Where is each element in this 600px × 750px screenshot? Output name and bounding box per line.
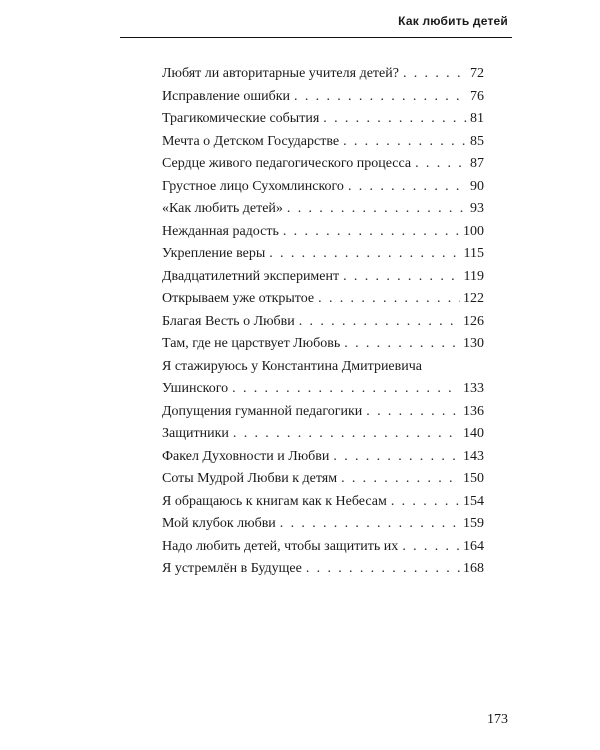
- toc-dot-leader: [283, 221, 460, 244]
- toc-entry-page: 115: [463, 246, 484, 261]
- toc-entry-title: Любят ли авторитарные учителя детей?: [162, 66, 399, 81]
- toc-entry-page: 93: [470, 201, 484, 216]
- toc-entry: [162, 468, 484, 491]
- toc-entry: [162, 333, 484, 356]
- toc-entry: [162, 401, 484, 424]
- toc-entry-page: 164: [463, 538, 484, 554]
- toc-dot-leader: [318, 288, 460, 311]
- toc-dot-leader: [232, 378, 460, 401]
- toc-dot-leader: [333, 446, 460, 469]
- toc-entry-title: Ушинского: [162, 381, 229, 396]
- toc-entry-page: 100: [463, 223, 484, 239]
- toc-entry-title: Я стажируюсь у Константина Дмитриевича: [162, 358, 423, 374]
- toc-entry-title: Надо любить детей, чтобы защитить их: [162, 538, 399, 554]
- toc-entry: [162, 536, 484, 559]
- toc-dot-leader: [403, 63, 467, 86]
- toc-entry-page: 90: [470, 178, 484, 194]
- toc-dot-leader: [415, 153, 467, 176]
- toc-entry-page: 150: [463, 471, 484, 486]
- toc-entry-title: Трагикомические события: [162, 111, 320, 126]
- toc-entry: [162, 86, 484, 109]
- toc-entry-title: Там, где не царствует Любовь: [162, 336, 341, 351]
- toc-entry: [162, 198, 484, 221]
- toc-dot-leader: [343, 131, 467, 154]
- toc-entry-page: 81: [470, 111, 484, 126]
- toc-entry: [162, 243, 484, 266]
- toc-entry-title: Сердце живого педагогического процесса: [162, 156, 412, 171]
- toc-entry-title: Я устремлён в Будущее: [162, 561, 302, 576]
- toc-entry-page: 136: [463, 403, 484, 419]
- toc-entry-page: 122: [463, 291, 484, 306]
- toc-entry-page: 87: [470, 156, 484, 171]
- toc-entry: [162, 266, 484, 289]
- toc-entry-page: 154: [463, 493, 484, 509]
- toc-entry-title: Я обращаюсь к книгам как к Небесам: [162, 493, 387, 509]
- toc-entry-title: Нежданная радость: [162, 223, 279, 239]
- toc-entry: [162, 131, 484, 154]
- toc-entry-title: Благая Весть о Любви: [162, 313, 295, 329]
- toc-entry-page: 130: [463, 336, 484, 351]
- toc-entry: [162, 558, 484, 581]
- toc-entry: [162, 221, 484, 244]
- toc-entry-page: 140: [463, 426, 484, 441]
- toc-dot-leader: [366, 401, 460, 424]
- toc-entry-title: Защитники: [162, 426, 229, 441]
- toc-entry-title: Исправление ошибки: [162, 88, 291, 104]
- toc-dot-leader: [294, 86, 467, 109]
- toc-dot-leader: [343, 266, 460, 289]
- toc-entry-page: 72: [470, 66, 484, 81]
- toc-entry: [162, 446, 484, 469]
- toc-entry-title: Укрепление веры: [162, 246, 266, 261]
- toc-entry-title: Открываем уже открытое: [162, 291, 315, 306]
- toc-entry-page: 119: [463, 268, 484, 284]
- toc-entry: [162, 491, 484, 514]
- toc-entry-page: 76: [470, 88, 484, 104]
- toc-entry: [162, 288, 484, 311]
- toc-dot-leader: [280, 513, 460, 536]
- page-number: 173: [487, 712, 508, 727]
- toc-dot-leader: [306, 558, 460, 581]
- toc-dot-leader: [344, 333, 460, 356]
- toc-entry: [162, 423, 484, 446]
- toc-entry: [162, 378, 484, 401]
- toc-entry-page: 85: [470, 133, 484, 149]
- toc-dot-leader: [269, 243, 460, 266]
- toc-entry-page: 126: [463, 313, 484, 329]
- header-rule: [120, 37, 512, 38]
- toc-dot-leader: [323, 108, 467, 131]
- toc-entry-title: Мечта о Детском Государстве: [162, 133, 340, 149]
- toc-entry: [162, 108, 484, 131]
- toc-entry-title: Соты Мудрой Любви к детям: [162, 471, 338, 486]
- toc-entry-page: 133: [463, 381, 484, 396]
- toc-dot-leader: [402, 536, 460, 559]
- table-of-contents: [162, 63, 484, 581]
- toc-dot-leader: [348, 176, 467, 199]
- toc-entry-page: 159: [463, 516, 484, 531]
- toc-dot-leader: [391, 491, 460, 514]
- toc-entry-title: Мой клубок любви: [162, 516, 276, 531]
- toc-dot-leader: [299, 311, 460, 334]
- toc-dot-leader: [233, 423, 460, 446]
- toc-entry-page: 143: [463, 448, 484, 464]
- toc-entry-title: Грустное лицо Сухомлинского: [162, 178, 344, 194]
- toc-entry: [162, 63, 484, 86]
- toc-entry-page: 168: [463, 561, 484, 576]
- toc-entry: [162, 176, 484, 199]
- toc-entry-title: Допущения гуманной педагогики: [162, 403, 363, 419]
- toc-entry: [162, 153, 484, 176]
- toc-dot-leader: [287, 198, 467, 221]
- running-header: Как любить детей: [398, 14, 508, 28]
- toc-entry-title: Двадцатилетний эксперимент: [162, 268, 340, 284]
- toc-entry-title: «Как любить детей»: [162, 201, 283, 216]
- toc-entry: [162, 356, 484, 379]
- toc-entry: [162, 311, 484, 334]
- toc-entry-title: Факел Духовности и Любви: [162, 448, 330, 464]
- toc-dot-leader: [341, 468, 460, 491]
- toc-entry: [162, 513, 484, 536]
